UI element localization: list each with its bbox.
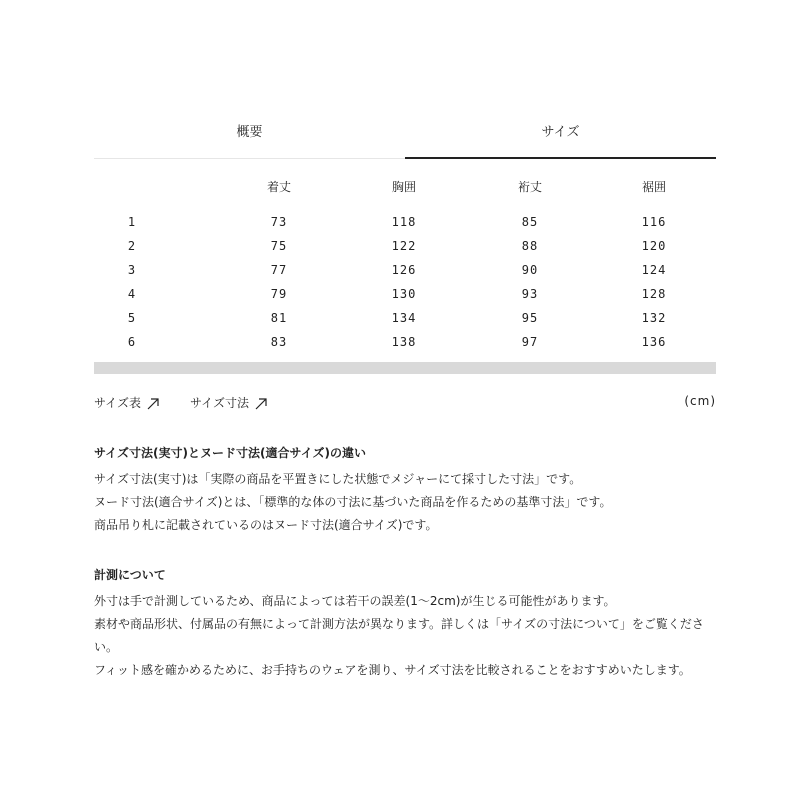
section-text: フィット感を確かめるために、お手持ちのウェアを測り、サイズ寸法を比較されることをおすすめいたします。 xyxy=(94,663,691,677)
section-title: サイズ寸法(実寸)とヌード寸法(適合サイズ)の違い xyxy=(94,446,367,460)
table-header-cell: 裄丈 xyxy=(517,180,542,194)
section-title: 計測について xyxy=(94,568,166,582)
table-cell: 130 xyxy=(391,287,417,301)
table-row xyxy=(94,210,716,234)
table-cell: 77 xyxy=(270,263,288,277)
table-cell: 1 xyxy=(127,215,137,229)
table-cell: 6 xyxy=(127,335,137,349)
table-cell: 3 xyxy=(127,263,137,277)
table-cell: 136 xyxy=(641,335,667,349)
section-text: 商品吊り札に記載されているのはヌード寸法(適合サイズ)です。 xyxy=(94,518,438,532)
table-cell: 97 xyxy=(521,335,539,349)
table-cell: 75 xyxy=(270,239,288,253)
external-arrow-icon xyxy=(147,398,159,410)
section-text: 素材や商品形状、付属品の有無によって計測方法が異なります。詳しくは「サイズの寸法について」をご覧ください。 xyxy=(94,617,704,654)
active-tab-indicator xyxy=(405,157,716,159)
table-cell: 81 xyxy=(270,311,288,325)
size-measure-link-label: サイズ寸法 xyxy=(190,396,250,410)
table-cell: 134 xyxy=(391,311,417,325)
tab-bar xyxy=(94,116,716,160)
section-text: 外寸は手で計測しているため、商品によっては若干の誤差(1～2cm)が生じる可能性があります。 xyxy=(94,594,616,608)
table-cell: 122 xyxy=(391,239,417,253)
section-text: ヌード寸法(適合サイズ)とは、「標準的な体の寸法に基づいた商品を作るための基準寸法」です。 xyxy=(94,495,612,509)
tab-divider xyxy=(94,158,405,159)
table-row xyxy=(94,234,716,258)
table-header-row xyxy=(94,172,716,210)
size-table xyxy=(94,172,716,354)
table-cell: 4 xyxy=(127,287,137,301)
table-cell: 85 xyxy=(521,215,539,229)
table-header-cell: 着丈 xyxy=(266,180,291,194)
table-cell: 132 xyxy=(641,311,667,325)
table-cell: 126 xyxy=(391,263,417,277)
table-header-cell: 胸囲 xyxy=(391,180,416,194)
table-cell: 73 xyxy=(270,215,288,229)
table-cell: 90 xyxy=(521,263,539,277)
size-chart-link[interactable] xyxy=(94,394,159,411)
table-cell: 88 xyxy=(521,239,539,253)
table-cell: 116 xyxy=(641,215,667,229)
size-difference-section xyxy=(94,442,724,537)
table-row xyxy=(94,330,716,354)
size-links-bar xyxy=(94,394,716,414)
tab-overview[interactable]: 概要 xyxy=(236,125,263,140)
table-cell: 83 xyxy=(270,335,288,349)
table-cell: 118 xyxy=(391,215,417,229)
size-measure-link[interactable] xyxy=(190,394,267,411)
table-cell: 120 xyxy=(641,239,667,253)
external-arrow-icon xyxy=(255,398,267,410)
table-cell: 128 xyxy=(641,287,667,301)
size-chart-link-label: サイズ表 xyxy=(94,396,142,410)
tab-size[interactable]: サイズ xyxy=(541,125,580,140)
table-cell: 95 xyxy=(521,311,539,325)
table-cell: 5 xyxy=(127,311,137,325)
section-text: サイズ寸法(実寸)は「実際の商品を平置きにした状態でメジャーにて採寸した寸法」です。 xyxy=(94,472,582,486)
table-cell: 138 xyxy=(391,335,417,349)
table-header-cell: 裾囲 xyxy=(641,180,666,194)
table-row xyxy=(94,282,716,306)
table-row xyxy=(94,306,716,330)
table-row xyxy=(94,258,716,282)
table-cell: 2 xyxy=(127,239,137,253)
table-cell: 79 xyxy=(270,287,288,301)
table-horizontal-scrollbar[interactable] xyxy=(94,362,716,374)
table-cell: 124 xyxy=(641,263,667,277)
measurement-section xyxy=(94,564,724,682)
unit-label: (cm) xyxy=(684,394,716,408)
table-cell: 93 xyxy=(521,287,539,301)
